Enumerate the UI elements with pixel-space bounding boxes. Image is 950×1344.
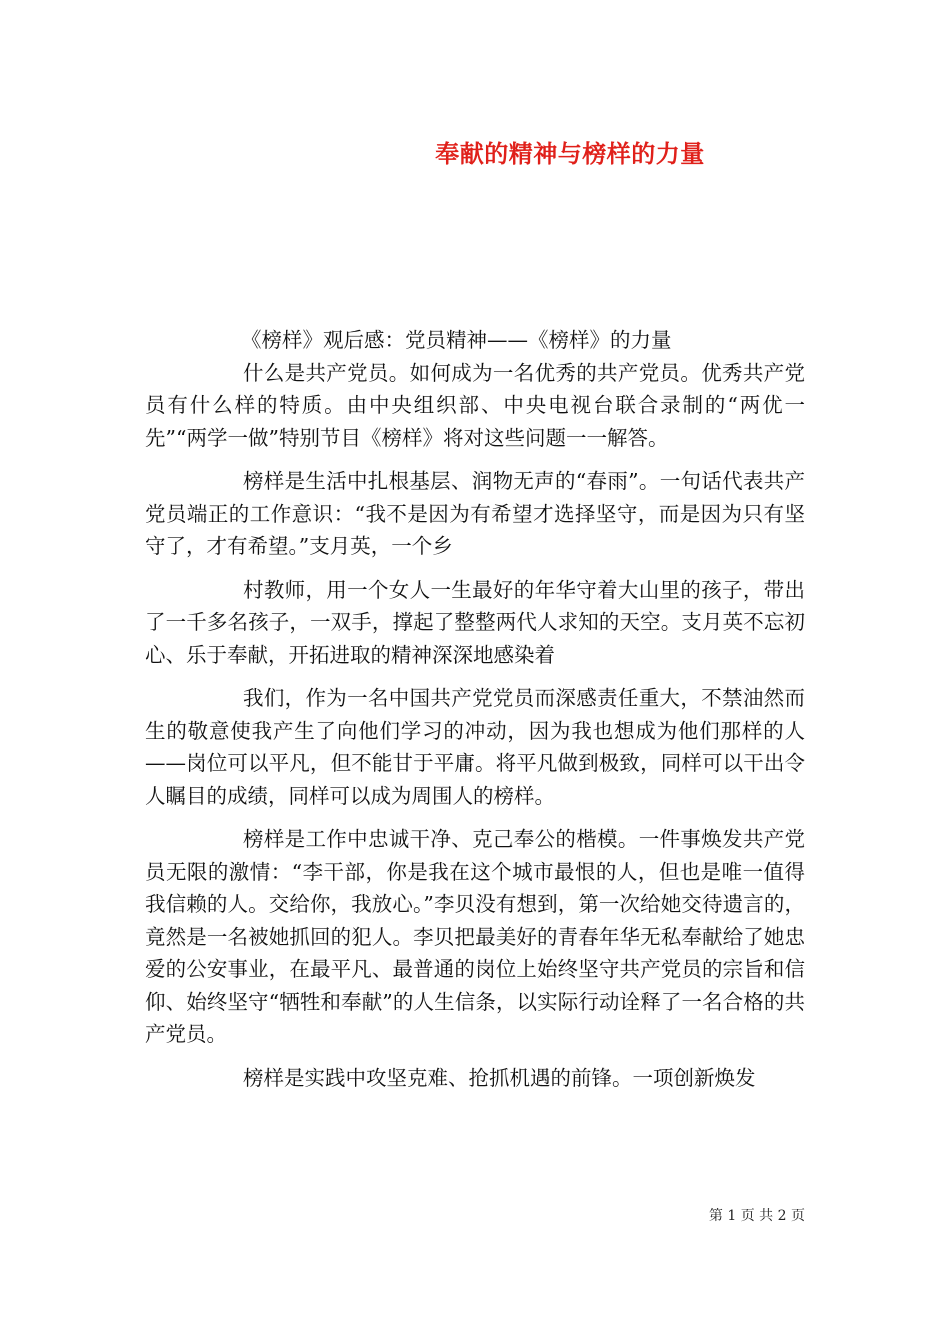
paragraph: 村教师，用一个女人一生最好的年华守着大山里的孩子，带出了一千多名孩子，一双手，撑起了整整两代人求知的天空。支月英不忘初心、乐于奉献，开拓进取的精神深深地感染着 — [145, 577, 805, 667]
paragraph: 榜样是实践中攻坚克难、抢抓机遇的前锋。一项创新焕发 — [243, 1065, 756, 1090]
paragraph: 我们，作为一名中国共产党党员而深感责任重大，不禁油然而生的敬意使我产生了向他们学习的冲动，因为我也想成为他们那样的人——岗位可以平凡，但不能甘于平庸。将平凡做到极致，同样可以干出令人瞩目的成绩，同样可以成为周围人的榜样。 — [145, 686, 805, 808]
document-subtitle: 《榜样》观后感：党员精神——《榜样》的力量 — [241, 328, 672, 352]
document-body — [145, 324, 805, 1094]
paragraph: 什么是共产党员。如何成为一名优秀的共产党员。优秀共产党员有什么样的特质。由中央组织部、中央电视台联合录制的“两优一先”“两学一做”特别节目《榜样》将对这些问题一一解答。 — [145, 360, 805, 450]
paragraph: 榜样是工作中忠诚干净、克己奉公的楷模。一件事焕发共产党员无限的激情：“李干部，你是我在这个城市最恨的人，但也是唯一值得我信赖的人。交给你，我放心。”李贝没有想到，第一次给她交待遗言的，竟然是一名被她抓回的犯人。李贝把最美好的青春年华无私奉献给了她忠爱的公安事业，在最平凡、最普通的岗位上始终坚守共产党员的宗旨和信仰、始终坚守“牺牲和奉献”的人生信条，以实际行动诠释了一名合格的共产党员。 — [145, 827, 805, 1046]
document-title: 奉献的精神与榜样的力量 — [435, 139, 705, 168]
paragraph: 榜样是生活中扎根基层、润物无声的“春雨”。一句话代表共产党员端正的工作意识：“我不是因为有希望才选择坚守，而是因为只有坚守了，才有希望。”支月英，一个乡 — [145, 469, 805, 558]
page-number: 第 1 页 共 2 页 — [708, 1208, 805, 1224]
